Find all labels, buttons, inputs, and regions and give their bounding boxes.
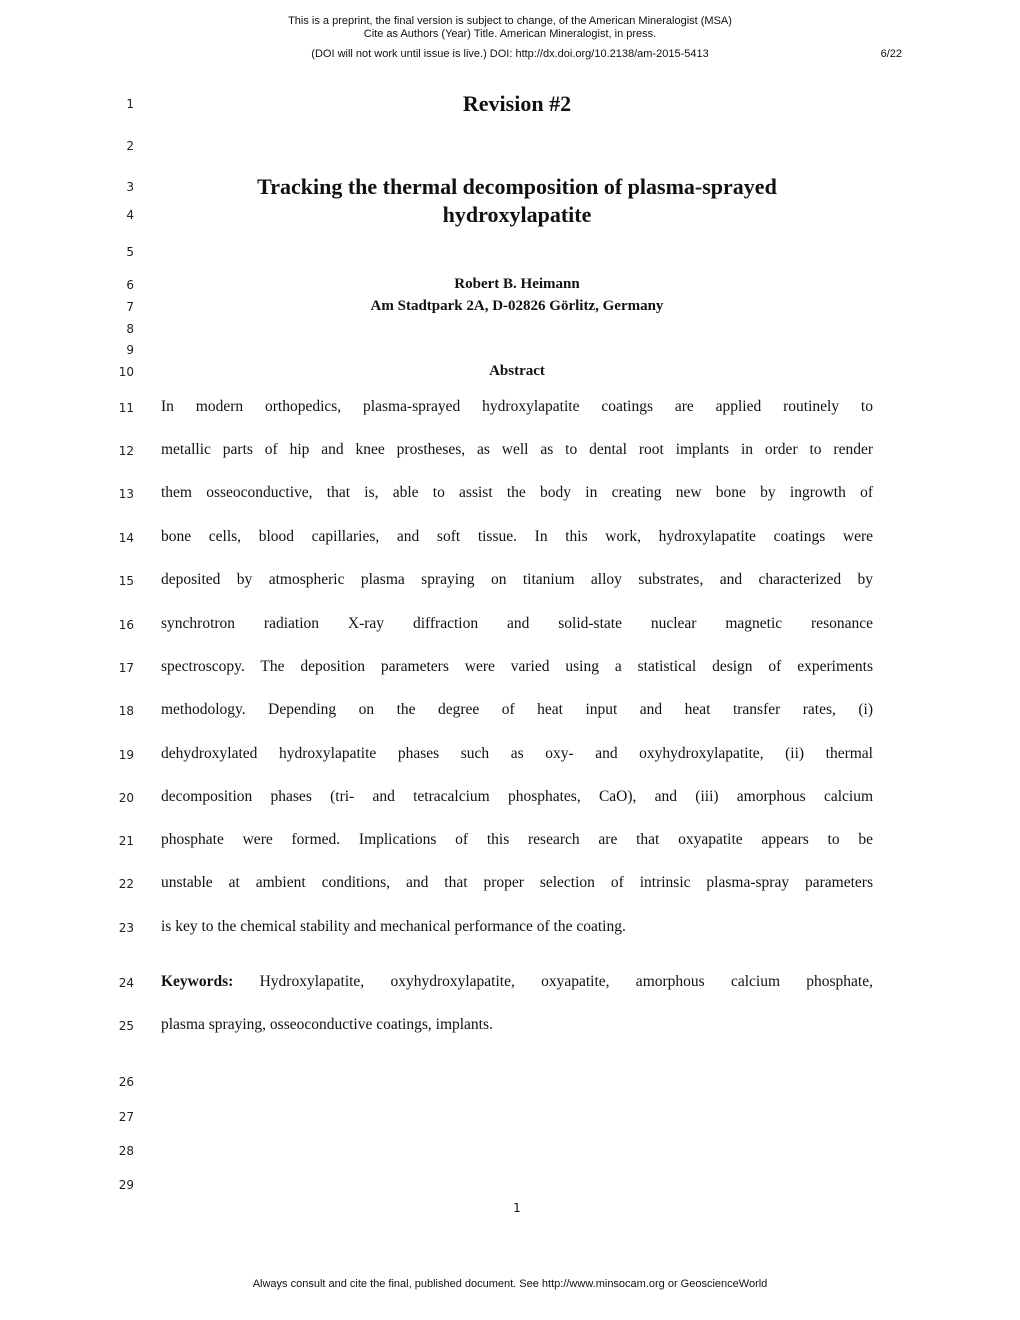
- keywords-text-1: Hydroxylapatite, oxyhydroxylapatite, oxyapatite, amorphous calcium phosphate,: [233, 973, 873, 990]
- line-number: 3: [126, 180, 134, 194]
- line-number: 7: [126, 300, 134, 314]
- page-number: 1: [513, 1201, 521, 1215]
- abstract-heading: Abstract: [489, 363, 545, 379]
- line-number: 21: [118, 834, 134, 848]
- abstract-line: metallic parts of hip and knee prostheses, as well as to dental root implants in order to render: [161, 441, 873, 458]
- abstract-line: them osseoconductive, that is, able to assist the body in creating new bone by ingrowth of: [161, 484, 873, 501]
- line-number: 22: [118, 877, 134, 891]
- header-line-2: Cite as Authors (Year) Title. American Mineralogist, in press.: [363, 28, 657, 40]
- paper-title-line-1: Tracking the thermal decomposition of plasma-sprayed: [257, 174, 777, 199]
- line-number: 27: [118, 1110, 134, 1124]
- line-number: 24: [118, 976, 134, 990]
- abstract-line: spectroscopy. The deposition parameters were varied using a statistical design of experiments: [161, 658, 873, 675]
- keywords-label: Keywords:: [161, 973, 234, 990]
- line-number: 17: [118, 661, 134, 675]
- paper-title-line-2: hydroxylapatite: [442, 202, 592, 227]
- abstract-line: unstable at ambient conditions, and that proper selection of intrinsic plasma-spray parameters: [161, 874, 873, 891]
- header-line-1: This is a preprint, the final version is subject to change, of the American Mineralogist (MSA): [288, 15, 732, 27]
- abstract-line: synchrotron radiation X-ray diffraction and solid-state nuclear magnetic resonance: [161, 615, 873, 632]
- abstract-line: phosphate were formed. Implications of this research are that oxyapatite appears to be: [161, 831, 873, 848]
- abstract-line: In modern orthopedics, plasma-sprayed hydroxylapatite coatings are applied routinely to: [161, 398, 873, 415]
- footer-note: Always consult and cite the final, published document. See http://www.minsocam.org or GeoscienceWorld: [252, 1278, 768, 1290]
- line-number: 8: [126, 322, 134, 336]
- line-number: 10: [118, 365, 134, 379]
- page-count: 6/22: [880, 48, 902, 60]
- line-number: 28: [118, 1144, 134, 1158]
- line-number: 13: [118, 487, 134, 501]
- header-line-3: (DOI will not work until issue is live.) DOI: http://dx.doi.org/10.2138/am-2015-5413: [311, 48, 709, 60]
- abstract-line: decomposition phases (tri- and tetracalcium phosphates, CaO), and (iii) amorphous calcium: [161, 788, 873, 805]
- line-number: 4: [126, 208, 134, 222]
- line-number: 29: [118, 1178, 134, 1192]
- line-number: 16: [118, 618, 134, 632]
- line-number: 25: [118, 1019, 134, 1033]
- line-number: 14: [118, 531, 134, 545]
- abstract-line: is key to the chemical stability and mechanical performance of the coating.: [161, 918, 626, 935]
- line-number: 19: [118, 748, 134, 762]
- abstract-line: dehydroxylated hydroxylapatite phases such as oxy- and oxyhydroxylapatite, (ii) thermal: [161, 745, 873, 762]
- keywords-line-1: [161, 972, 873, 992]
- line-number: 11: [118, 401, 134, 415]
- abstract-line: methodology. Depending on the degree of heat input and heat transfer rates, (i): [161, 701, 873, 718]
- line-number: 5: [126, 245, 134, 259]
- line-number: 26: [118, 1075, 134, 1089]
- line-number: 2: [126, 139, 134, 153]
- line-number: 9: [126, 343, 134, 357]
- line-number: 12: [118, 444, 134, 458]
- line-number: 23: [118, 921, 134, 935]
- keywords-line-2: plasma spraying, osseoconductive coatings, implants.: [161, 1016, 493, 1033]
- line-number: 6: [126, 278, 134, 292]
- revision-label: Revision #2: [462, 91, 572, 116]
- line-number: 15: [118, 574, 134, 588]
- line-number: 20: [118, 791, 134, 805]
- abstract-line: bone cells, blood capillaries, and soft tissue. In this work, hydroxylapatite coatings were: [161, 528, 873, 545]
- author-name: Robert B. Heimann: [454, 276, 580, 292]
- line-number: 1: [126, 97, 134, 111]
- abstract-line: deposited by atmospheric plasma spraying on titanium alloy substrates, and characterized by: [161, 571, 873, 588]
- author-address: Am Stadtpark 2A, D-02826 Görlitz, Germany: [370, 298, 664, 314]
- line-number: 18: [118, 704, 134, 718]
